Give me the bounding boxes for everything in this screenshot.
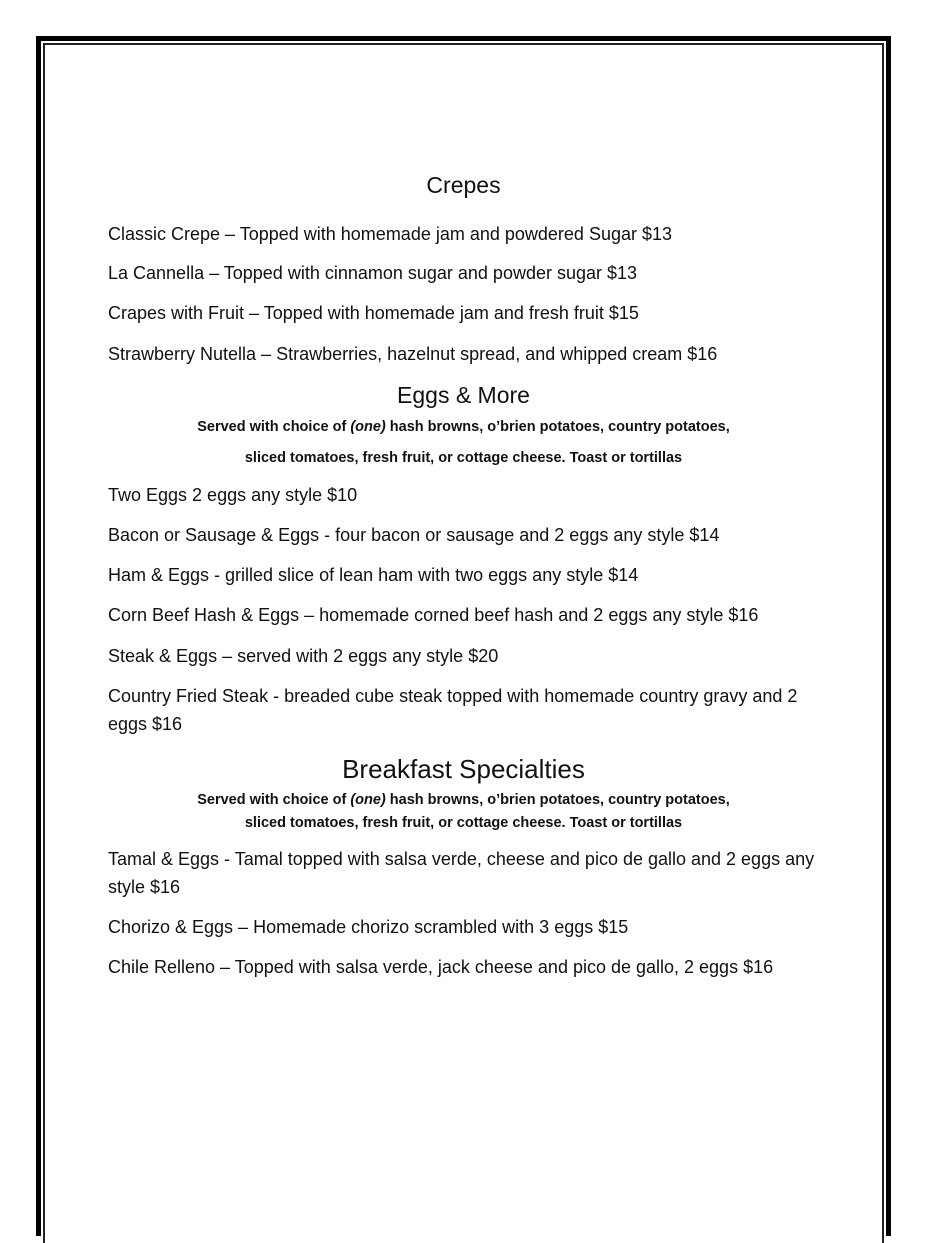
menu-item: Crapes with Fruit – Topped with homemade jam and fresh fruit $15 <box>108 303 639 323</box>
note-suffix: hash browns, o’brien potatoes, country potatoes, <box>385 792 730 808</box>
note-prefix: Served with choice of <box>197 792 351 808</box>
menu-item: La Cannella – Topped with cinnamon sugar and powder sugar $13 <box>108 263 638 283</box>
section-note-line1 <box>0 419 927 435</box>
menu-item: Two Eggs 2 eggs any style $10 <box>108 485 358 505</box>
menu-item: Chile Relleno – Topped with salsa verde, jack cheese and pico de gallo, 2 eggs $16 <box>108 957 774 977</box>
menu-item: Country Fried Steak - breaded cube steak topped with homemade country gravy and 2 eggs $16 <box>108 686 798 734</box>
section-note-line1 <box>0 792 927 808</box>
menu-item: Ham & Eggs - grilled slice of lean ham with two eggs any style $14 <box>108 565 639 585</box>
menu-item: Bacon or Sausage & Eggs - four bacon or sausage and 2 eggs any style $14 <box>108 525 720 545</box>
menu-item: Classic Crepe – Topped with homemade jam and powdered Sugar $13 <box>108 224 673 244</box>
note-suffix: hash browns, o’brien potatoes, country potatoes, <box>385 419 730 435</box>
section-note-line2: sliced tomatoes, fresh fruit, or cottage cheese. Toast or tortillas <box>244 815 683 831</box>
section-title-eggs-more: Eggs & More <box>397 382 530 408</box>
note-emphasis: (one) <box>350 419 386 435</box>
note-emphasis: (one) <box>350 792 386 808</box>
note-prefix: Served with choice of <box>197 419 351 435</box>
menu-item: Chorizo & Eggs – Homemade chorizo scrambled with 3 eggs $15 <box>108 917 629 937</box>
section-note-line2: sliced tomatoes, fresh fruit, or cottage cheese. Toast or tortillas <box>244 450 683 466</box>
menu-item: Strawberry Nutella – Strawberries, hazelnut spread, and whipped cream $16 <box>108 344 718 364</box>
menu-item: Corn Beef Hash & Eggs – homemade corned beef hash and 2 eggs any style $16 <box>108 605 759 625</box>
section-title-crepes: Crepes <box>426 172 501 198</box>
menu-item: Steak & Eggs – served with 2 eggs any style $20 <box>108 646 499 666</box>
menu-item: Tamal & Eggs - Tamal topped with salsa verde, cheese and pico de gallo and 2 eggs any style $16 <box>108 849 815 897</box>
section-title-breakfast-specialties: Breakfast Specialties <box>342 754 585 784</box>
